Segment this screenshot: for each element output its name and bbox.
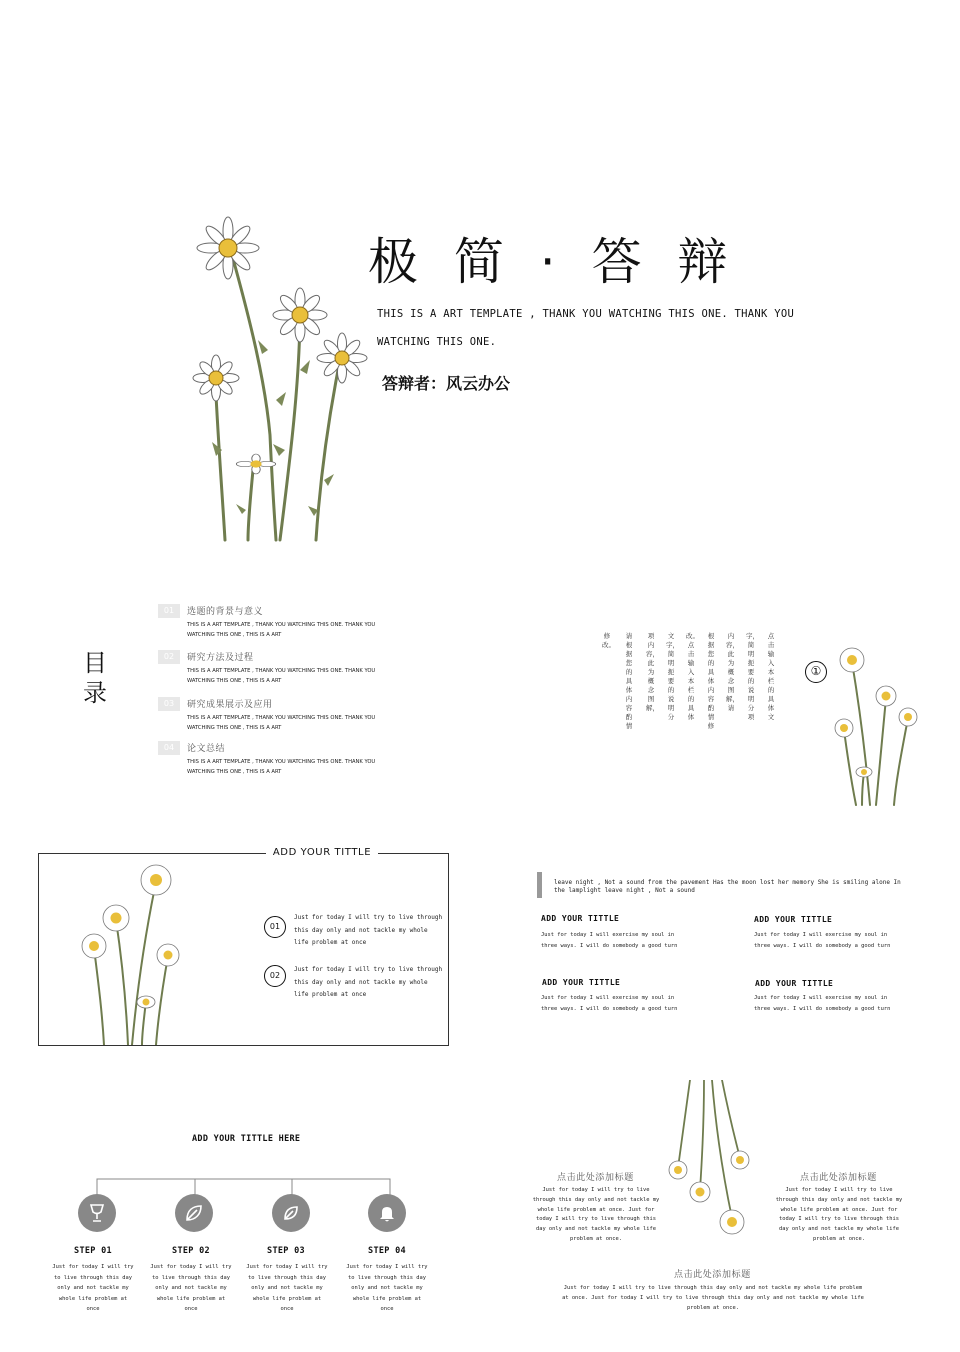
title-subtitle: THIS IS A ART TEMPLATE , THANK YOU WATCHING THIS ONE. THANK YOU WATCHING THIS ONE.	[377, 308, 795, 348]
grid-item-title: ADD YOUR TITTLE	[541, 914, 620, 923]
step-text: Just for today I will try to live through this day only and not tackle my whole life problem at once	[346, 1264, 428, 1312]
bell-icon	[377, 1203, 397, 1223]
step-text: Just for today I will try to live through this day only and not tackle my whole life problem at once	[246, 1264, 328, 1312]
steps-title: ADD YOUR TITTLE HERE	[192, 1134, 301, 1144]
grid-item-title: ADD YOUR TITTLE	[754, 915, 833, 924]
point-text: Just for today I will try to live through this day only and not tackle my whole life problem at once	[294, 966, 443, 998]
goblet-icon	[87, 1203, 107, 1223]
toc-description: THIS IS A ART TEMPLATE , THANK YOU WATCHING THIS ONE. THANK YOU WATCHING THIS ONE , THIS IS A ART	[187, 759, 376, 775]
vertical-text-column: 文字，简明扼要的说明分	[666, 632, 679, 721]
grid-item-title: ADD YOUR TITTLE	[755, 979, 834, 988]
step-title: STEP 03	[267, 1246, 305, 1256]
toc-description: THIS IS A ART TEMPLATE , THANK YOU WATCHING THIS ONE. THANK YOU WATCHING THIS ONE , THIS IS A ART	[187, 668, 376, 684]
step-title: STEP 01	[74, 1246, 112, 1256]
toc-title: 选题的背景与意义	[187, 607, 264, 617]
presentation-title: 极 简 · 答 辩	[368, 233, 738, 291]
step-text: Just for today I will try to live through this day only and not tackle my whole life problem at once	[150, 1264, 232, 1312]
point-number: 02	[264, 965, 286, 987]
vertical-text-column: 根据您的具体内容酌情修	[707, 632, 715, 730]
toc-number: 04	[158, 741, 180, 755]
toc-title: 论文总结	[187, 744, 226, 754]
daisy-illustration-frame	[76, 860, 196, 1045]
grid-item-text: Just for today I will exercise my soul in three ways. I will do somebody a good turn	[541, 995, 678, 1012]
step-icon-circle	[368, 1194, 406, 1232]
grid-item-text: Just for today I will exercise my soul in three ways. I will do somebody a good turn	[541, 932, 678, 949]
quote-text: leave night , Not a sound from the pavement Has the moon lost her memory She is smiling alone In the lamplight leave night , Not a sound	[554, 879, 901, 894]
point-text: Just for today I will try to live through this day only and not tackle my whole life problem at once	[294, 914, 443, 946]
feature-title: 点击此处添加标题	[674, 1270, 751, 1280]
vertical-text-column: 改。点击输入本栏的具体	[686, 632, 699, 721]
step-title: STEP 04	[368, 1246, 406, 1256]
step-title: STEP 02	[172, 1246, 210, 1256]
step-text: Just for today I will try to live through this day only and not tackle my whole life problem at once	[52, 1264, 134, 1312]
toc-number: 01	[158, 604, 180, 618]
grid-item-text: Just for today I will exercise my soul in three ways. I will do somebody a good turn	[754, 995, 891, 1012]
feature-title: 点击此处添加标题	[557, 1173, 634, 1183]
toc-title: 研究方法及过程	[187, 653, 254, 663]
section-number-badge: ①	[805, 661, 827, 683]
feature-text: Just for today I will try to live through this day only and not tackle my whole life problem at once. Just for today I will try to live through this day only and not tackle my whole life problem at once.	[532, 1187, 660, 1242]
vertical-text-column: 请根据您的具体内容酌情	[625, 632, 633, 730]
quote-accent-bar	[537, 872, 542, 898]
toc-number: 03	[158, 697, 180, 711]
step-icon-circle	[175, 1194, 213, 1232]
daisy-illustration-small	[826, 640, 926, 810]
vertical-text-column: 修改。	[602, 632, 615, 649]
feature-text: Just for today I will try to live through this day only and not tackle my whole life problem at once. Just for today I will try to live through this day only and not tackle my whole life problem at once.	[562, 1285, 864, 1311]
grid-item-title: ADD YOUR TITTLE	[542, 978, 621, 987]
toc-heading: 目录	[83, 649, 107, 707]
hanging-daisies-illustration	[660, 1080, 760, 1240]
leaf-circle-icon	[281, 1203, 301, 1223]
step-icon-circle	[272, 1194, 310, 1232]
grid-item-text: Just for today I will exercise my soul in three ways. I will do somebody a good turn	[754, 932, 891, 949]
toc-title: 研究成果展示及应用	[187, 700, 273, 710]
leaf-icon	[184, 1203, 204, 1223]
toc-number: 02	[158, 650, 180, 664]
feature-title: 点击此处添加标题	[800, 1173, 877, 1183]
toc-description: THIS IS A ART TEMPLATE , THANK YOU WATCHING THIS ONE. THANK YOU WATCHING THIS ONE , THIS IS A ART	[187, 622, 376, 638]
presenter-name: 答辩者：风云办公	[382, 374, 511, 393]
step-icon-circle	[78, 1194, 116, 1232]
vertical-text-column: 内容，此为概念图解，请	[726, 632, 739, 712]
steps-connector	[90, 1178, 400, 1198]
vertical-text-column: 点击输入本栏的具体文	[767, 632, 775, 721]
feature-text: Just for today I will try to live through this day only and not tackle my whole life problem at once. Just for today I will try to live through this day only and not tackle my whole life problem at once.	[775, 1187, 903, 1242]
frame-title: ADD YOUR TITTLE	[272, 847, 372, 858]
toc-description: THIS IS A ART TEMPLATE , THANK YOU WATCHING THIS ONE. THANK YOU WATCHING THIS ONE , THIS IS A ART	[187, 715, 376, 731]
daisy-illustration-large	[180, 210, 380, 545]
vertical-text-column: 项内容，此为概念图解，	[646, 632, 659, 712]
point-number: 01	[264, 916, 286, 938]
vertical-text-column: 字，简明扼要的说明分项	[746, 632, 759, 721]
